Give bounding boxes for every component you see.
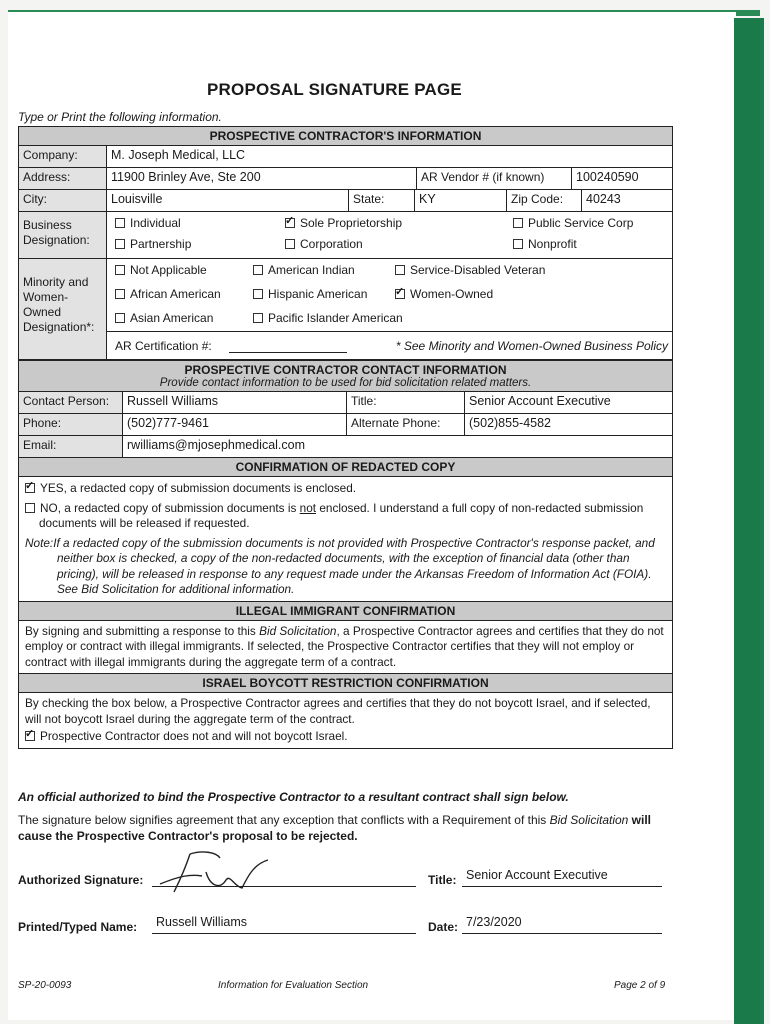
minority-option-asian-american[interactable] [115, 311, 213, 325]
checkbox[interactable] [395, 265, 405, 275]
authorization-statement [18, 813, 668, 844]
minority-label-line: Owned [23, 305, 62, 319]
contact-title-field[interactable]: Senior Account Executive [469, 394, 611, 408]
option-label: Service-Disabled Veteran [410, 263, 546, 277]
email-label: Email: [19, 436, 123, 457]
address-label: Address: [19, 168, 107, 189]
zip-field[interactable]: 40243 [586, 192, 621, 206]
authorization-heading: An official authorized to bind the Prospective Contractor to a resultant contract shall sign below. [18, 790, 569, 804]
minority-label-line: Women- [23, 290, 69, 304]
checkbox[interactable] [253, 289, 263, 299]
redacted-no-option[interactable] [25, 501, 666, 532]
business-option-public-service-corp[interactable] [513, 216, 633, 230]
footer-document-id: SP-20-0093 [18, 980, 72, 991]
title-field[interactable]: Senior Account Executive [462, 868, 662, 887]
state-field[interactable]: KY [415, 190, 507, 211]
business-option-partnership[interactable] [115, 237, 191, 251]
immigrant-text-part: By signing and submitting a response to this [25, 623, 260, 638]
phone-label: Phone: [19, 414, 123, 435]
binding-edge [734, 18, 764, 1024]
certification-note: * See Minority and Women-Owned Business Policy [395, 339, 668, 353]
alt-phone-field[interactable]: (502)855-4582 [469, 416, 552, 430]
redacted-yes-option[interactable] [25, 481, 666, 497]
redacted-no-text: enclosed. I understand a full copy of non-redacted submission documents will be released if requested. [39, 500, 644, 530]
company-label: Company: [19, 146, 107, 167]
contact-header-title: PROSPECTIVE CONTRACTOR CONTACT INFORMATION [184, 363, 507, 377]
business-label-line: Designation: [23, 233, 90, 247]
company-field[interactable]: M. Joseph Medical, LLC [111, 148, 246, 162]
immigrant-header: ILLEGAL IMMIGRANT CONFIRMATION [19, 602, 672, 621]
title-label: Title: [428, 873, 457, 887]
option-label: Women-Owned [410, 287, 494, 301]
checkbox[interactable] [395, 289, 405, 299]
minority-designation-label [19, 259, 107, 359]
option-label: Sole Proprietorship [300, 216, 403, 230]
signature-label: Authorized Signature: [18, 873, 144, 887]
alt-phone-label: Alternate Phone: [347, 414, 465, 435]
business-designation-label [19, 212, 107, 258]
option-label: Corporation [300, 237, 363, 251]
minority-designation-row [19, 259, 672, 360]
vendor-field[interactable]: 100240590 [576, 170, 639, 184]
business-options [107, 212, 672, 258]
minority-option-american-indian[interactable] [253, 263, 355, 277]
certification-label: AR Certification #: [115, 339, 212, 353]
certification-row [107, 331, 672, 359]
checkbox[interactable] [285, 218, 295, 228]
contact-person-label: Contact Person: [19, 392, 123, 413]
checkbox[interactable] [253, 265, 263, 275]
checkbox[interactable] [25, 731, 35, 741]
immigrant-text [19, 621, 672, 675]
instruction-text: Type or Print the following information. [18, 110, 222, 124]
minority-option-pacific-islander-american[interactable] [253, 311, 403, 325]
state-label: State: [349, 190, 415, 211]
contact-title-label: Title: [347, 392, 465, 413]
checkbox[interactable] [115, 313, 125, 323]
business-option-corporation[interactable] [285, 237, 363, 251]
immigrant-text-part: , a Prospective Contractor agrees and certifies that they do not employ or contract with illegal immigrants. If selected, the Prospective Contractor certifies that they will not employ or contract with illegal immigrants during the aggregate term of a contract. [25, 623, 664, 669]
checkbox[interactable] [25, 483, 35, 493]
option-label: Not Applicable [130, 263, 207, 277]
vendor-label: AR Vendor # (if known) [417, 168, 572, 189]
contact-header-subtitle: Provide contact information to be used for bid solicitation related matters. [159, 377, 532, 389]
checkbox[interactable] [285, 239, 295, 249]
phone-row [19, 414, 672, 436]
zip-label: Zip Code: [507, 190, 582, 211]
proposal-form [18, 126, 673, 749]
option-label: Pacific Islander American [268, 311, 403, 325]
note-text: If a redacted copy of the submission documents is not provided with Prospective Contractor's response packet, and neither box is checked, a copy of the non-redacted documents, with the exception of financial data (other than pricing), will be released in response to any request made under the Arkansas Freedom of Information Act (FOIA). See Bid Solicitation for additional information. [53, 535, 655, 596]
option-label: Hispanic American [268, 287, 368, 301]
option-label: Asian American [130, 311, 214, 325]
address-row [19, 168, 672, 190]
redacted-no-emphasis: not [299, 500, 317, 515]
contact-person-row [19, 392, 672, 414]
address-field[interactable]: 11900 Brinley Ave, Ste 200 [107, 168, 417, 189]
note-label: Note: [25, 535, 54, 550]
redacted-no-text: NO, a redacted copy of submission documents is [40, 500, 300, 515]
israel-section [19, 693, 672, 748]
option-label: Nonprofit [528, 237, 577, 251]
city-label: City: [19, 190, 107, 211]
minority-label-line: Minority and [23, 275, 89, 289]
minority-option-service-disabled-veteran[interactable] [395, 263, 545, 277]
contact-info-header [19, 360, 672, 392]
printed-name-field[interactable]: Russell Williams [152, 915, 416, 934]
page-title: PROPOSAL SIGNATURE PAGE [207, 80, 462, 99]
certification-field[interactable] [229, 352, 347, 353]
handwritten-signature [150, 846, 290, 896]
statement-part: The signature below signifies agreement that any exception that conflicts with a Requirement of this [18, 813, 550, 827]
minority-option-african-american[interactable] [115, 287, 221, 301]
city-row [19, 190, 672, 212]
business-option-sole-proprietorship[interactable] [285, 216, 402, 230]
minority-label-line: Designation*: [23, 320, 95, 334]
business-label-line: Business [23, 218, 72, 232]
option-label: Individual [130, 216, 181, 230]
contact-person-field[interactable]: Russell Williams [123, 392, 347, 413]
checkbox[interactable] [115, 265, 125, 275]
checkbox[interactable] [253, 313, 263, 323]
minority-option-women-owned[interactable] [395, 287, 493, 301]
checkbox[interactable] [115, 239, 125, 249]
israel-text: By checking the box below, a Prospective Contractor agrees and certifies that they do not boycott Israel, and if selected, will not boycott Israel during the aggregate term of the contract. [25, 696, 651, 726]
checkbox[interactable] [513, 218, 523, 228]
contractor-info-header: PROSPECTIVE CONTRACTOR'S INFORMATION [19, 127, 672, 146]
option-label: Partnership [130, 237, 192, 251]
option-label: Public Service Corp [528, 216, 634, 230]
immigrant-text-emphasis: Bid Solicitation [259, 623, 337, 638]
statement-emphasis: Bid Solicitation [549, 813, 629, 827]
israel-checkbox-label: Prospective Contractor does not and will not boycott Israel. [40, 729, 348, 743]
footer-section-name: Information for Evaluation Section [218, 980, 369, 991]
redacted-copy-header: CONFIRMATION OF REDACTED COPY [19, 458, 672, 477]
phone-field[interactable]: (502)777-9461 [123, 414, 347, 435]
redacted-note [25, 536, 666, 598]
footer-page-number: Page 2 of 9 [614, 980, 666, 991]
checkbox[interactable] [25, 503, 35, 513]
minority-option-hispanic-american[interactable] [253, 287, 367, 301]
checkbox[interactable] [513, 239, 523, 249]
printed-name-label: Printed/Typed Name: [18, 920, 138, 934]
option-label: African American [130, 287, 221, 301]
statement-part: will cause the Prospective Contractor's proposal to be rejected. [18, 813, 652, 843]
business-designation-row [19, 212, 672, 259]
date-field[interactable]: 7/23/2020 [462, 915, 662, 934]
city-field[interactable]: Louisville [107, 190, 349, 211]
checkbox[interactable] [115, 289, 125, 299]
company-row [19, 146, 672, 168]
business-option-nonprofit[interactable] [513, 237, 577, 251]
minority-options [107, 259, 672, 359]
email-field[interactable]: rwilliams@mjosephmedical.com [127, 438, 306, 452]
email-row [19, 436, 672, 458]
date-label: Date: [428, 920, 459, 934]
redacted-yes-text: YES, a redacted copy of submission documents is enclosed. [40, 481, 357, 495]
redacted-copy-section [19, 477, 672, 602]
option-label: American Indian [268, 263, 355, 277]
minority-option-not-applicable[interactable] [115, 263, 207, 277]
checkbox[interactable] [115, 218, 125, 228]
business-option-individual[interactable] [115, 216, 181, 230]
israel-header: ISRAEL BOYCOTT RESTRICTION CONFIRMATION [19, 674, 672, 693]
israel-checkbox-option[interactable] [25, 729, 666, 745]
